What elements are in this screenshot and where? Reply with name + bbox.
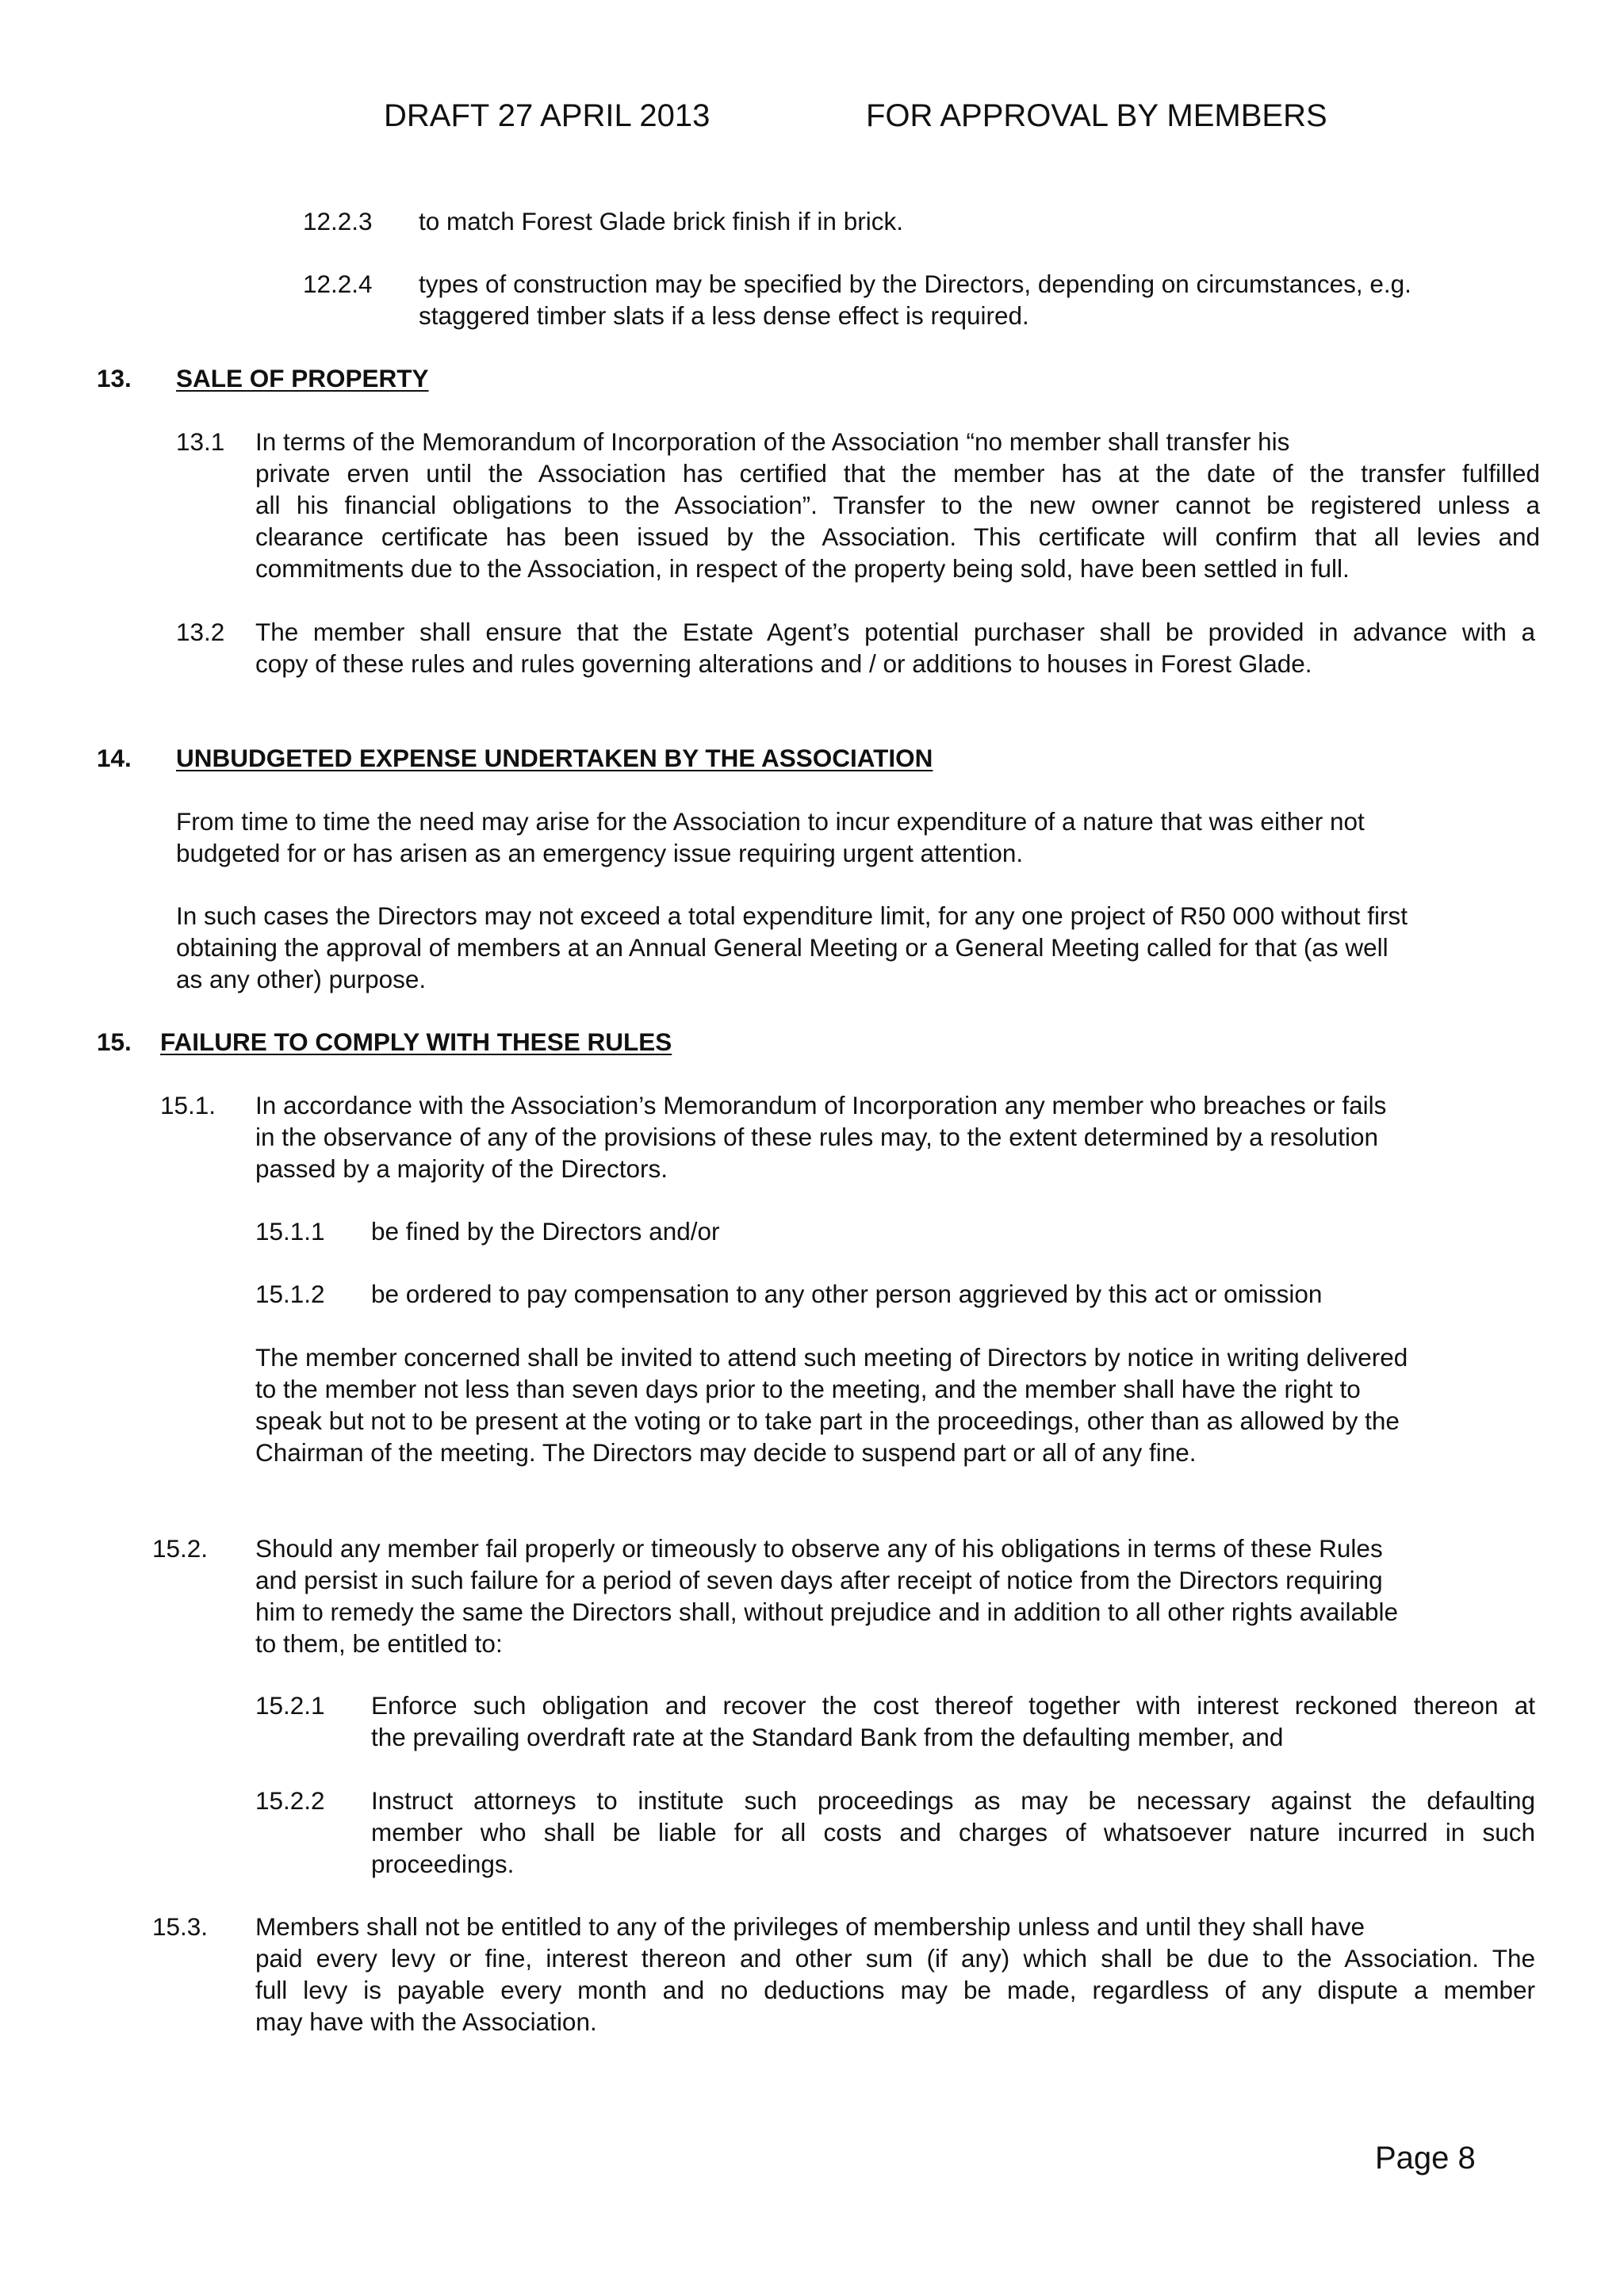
text-line: In such cases the Directors may not exceed a total expenditure limit, for any one project of R50 000 without first (176, 901, 1408, 930)
clause-number: 13.1 (176, 427, 225, 456)
clause-15-1 (255, 1089, 1540, 1184)
clause-15-3 (255, 1911, 1535, 2038)
section-14-paragraph-1 (176, 806, 1540, 869)
clause-number: 15.2.2 (255, 1786, 325, 1815)
clause-number: 15.2. (152, 1534, 209, 1563)
text-line: to match Forest Glade brick finish if in brick. (419, 207, 903, 235)
text-line: The member concerned shall be invited to attend such meeting of Directors by notice in writing delivered (255, 1343, 1408, 1372)
clause-12-2-4 (419, 268, 1537, 331)
clause-15-1-1: be fined by the Directors and/or (371, 1217, 720, 1246)
clause-number: 15.1. (160, 1091, 216, 1119)
text-line: in the observance of any of the provisions of these rules may, to the extent determined by a resolution (255, 1123, 1378, 1151)
text-line: types of construction may be specified by the Directors, depending on circumstances, e.g. (419, 270, 1411, 298)
text-line: all his financial obligations to the Association”. Transfer to the new owner cannot be registered unless a (255, 491, 1540, 519)
text-line: staggered timber slats if a less dense effect is required. (419, 301, 1029, 330)
text-line: Enforce such obligation and recover the cost thereof together with interest reckoned thereon at (371, 1691, 1535, 1720)
text-line: may have with the Association. (255, 2007, 597, 2036)
clause-number: 15.1.1 (255, 1217, 325, 1246)
clause-number: 15.1.2 (255, 1280, 325, 1308)
text-line: Should any member fail properly or timeously to observe any of his obligations in terms of these Rules (255, 1534, 1383, 1563)
page-number: Page 8 (1375, 2141, 1476, 2175)
text-line: obtaining the approval of members at an Annual General Meeting or a General Meeting called for that (as well (176, 933, 1388, 962)
text-line: proceedings. (371, 1850, 515, 1878)
clause-number: 15.2.1 (255, 1691, 325, 1720)
text-line: Chairman of the meeting. The Directors may decide to suspend part or all of any fine. (255, 1438, 1197, 1467)
clause-15-1-2: be ordered to pay compensation to any other person aggrieved by this act or omission (371, 1280, 1323, 1308)
section-number: 15. (97, 1027, 132, 1056)
clause-number: 12.2.3 (303, 207, 373, 235)
clause-number: 13.2 (176, 618, 225, 646)
clause-15-2 (255, 1533, 1540, 1659)
text-line: copy of these rules and rules governing alterations and / or additions to houses in Forest Glade. (255, 649, 1312, 678)
text-line: In accordance with the Association’s Memorandum of Incorporation any member who breaches or fails (255, 1091, 1387, 1119)
text-line: him to remedy the same the Directors shall, without prejudice and in addition to all other rights available (255, 1598, 1399, 1626)
clause-13-2 (255, 616, 1535, 679)
text-line: Members shall not be entitled to any of the privileges of membership unless and until they shall have (255, 1912, 1365, 1941)
clause-15-2-2 (371, 1785, 1535, 1880)
clause-number: 15.3. (152, 1912, 209, 1941)
section-title: FAILURE TO COMPLY WITH THESE RULES (160, 1027, 672, 1056)
section-title: SALE OF PROPERTY (176, 364, 429, 392)
text-line: clearance certificate has been issued by the Association. This certificate will confirm that all levies and (255, 522, 1540, 551)
clause-15-1-note (255, 1341, 1540, 1468)
text-line: to the member not less than seven days prior to the meeting, and the member shall have the right to (255, 1375, 1361, 1403)
header-approval: FOR APPROVAL BY MEMBERS (866, 98, 1327, 133)
text-line: passed by a majority of the Directors. (255, 1154, 668, 1183)
clause-12-2-3 (419, 205, 1537, 237)
text-line: In terms of the Memorandum of Incorporation of the Association “no member shall transfer his (255, 427, 1290, 456)
text-line: From time to time the need may arise for the Association to incur expenditure of a nature that was either not (176, 807, 1365, 836)
text-line: paid every levy or fine, interest thereon and other sum (if any) which shall be due to the Association. The (255, 1944, 1535, 1973)
clause-13-1 (255, 426, 1540, 584)
text-line: as any other) purpose. (176, 965, 427, 993)
text-line: commitments due to the Association, in respect of the property being sold, have been settled in full. (255, 554, 1350, 583)
text-line: private erven until the Association has certified that the member has at the date of the transfer fulfilled (255, 459, 1540, 488)
header-draft-date: DRAFT 27 APRIL 2013 (384, 98, 710, 133)
text-line: Instruct attorneys to institute such proceedings as may be necessary against the defaulting (371, 1786, 1535, 1815)
clause-15-2-1 (371, 1689, 1535, 1753)
text-line: and persist in such failure for a period of seven days after receipt of notice from the Directors requiring (255, 1566, 1383, 1594)
text-line: full levy is payable every month and no deductions may be made, regardless of any dispute a member (255, 1976, 1535, 2004)
section-number: 14. (97, 744, 132, 772)
section-number: 13. (97, 364, 132, 392)
section-title: UNBUDGETED EXPENSE UNDERTAKEN BY THE ASSOCIATION (176, 744, 933, 772)
text-line: to them, be entitled to: (255, 1629, 503, 1658)
text-line: speak but not to be present at the voting or to take part in the proceedings, other than as allowed by the (255, 1406, 1400, 1435)
clause-number: 12.2.4 (303, 270, 373, 298)
text-line: the prevailing overdraft rate at the Standard Bank from the defaulting member, and (371, 1723, 1284, 1751)
text-line: member who shall be liable for all costs and charges of whatsoever nature incurred in such (371, 1818, 1535, 1846)
section-14-paragraph-2 (176, 900, 1540, 995)
text-line: budgeted for or has arisen as an emergency issue requiring urgent attention. (176, 839, 1024, 867)
text-line: The member shall ensure that the Estate Agent’s potential purchaser shall be provided in advance with a (255, 618, 1535, 646)
